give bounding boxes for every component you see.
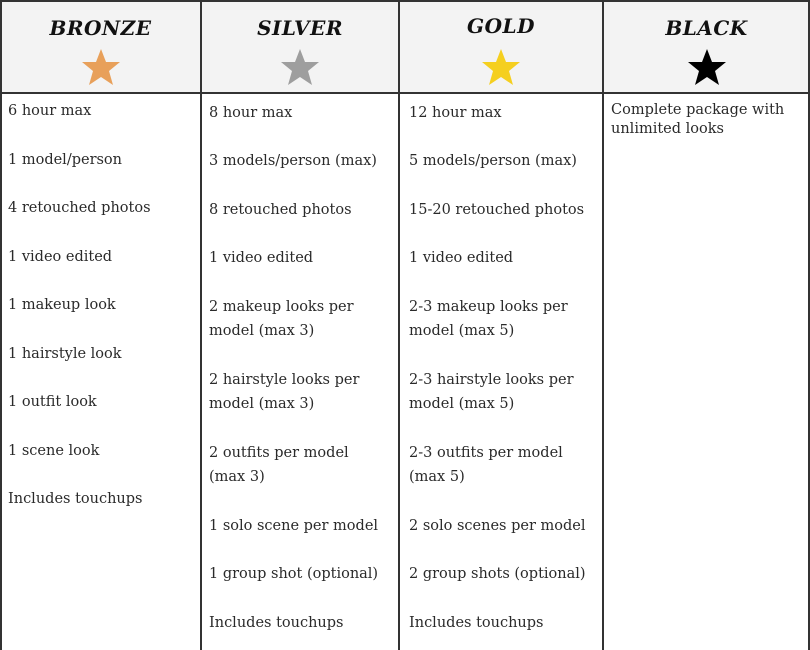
feature-item: 2 solo scenes per model [409, 518, 586, 534]
feature-item: 2 group shots (optional) [409, 566, 586, 582]
tier-header-black [603, 0, 810, 93]
star-icon [687, 48, 727, 86]
feature-item: 1 solo scene per model [209, 518, 379, 534]
feature-item: 8 retouched photos [209, 202, 352, 218]
feature-item: 2 outfits per model (max 3) [209, 445, 349, 485]
feature-item: 1 video edited [409, 250, 514, 266]
tier-header-bronze [0, 0, 201, 93]
feature-item: 8 hour max [209, 105, 293, 121]
feature-item: 4 retouched photos [8, 200, 151, 216]
feature-item: 1 group shot (optional) [209, 566, 379, 582]
feature-item: 6 hour max [8, 103, 92, 119]
column-divider [602, 0, 604, 650]
tier-features-gold [399, 93, 603, 650]
feature-item: 1 video edited [209, 250, 314, 266]
feature-item: 1 makeup look [8, 297, 116, 313]
tier-name-gold: GOLD [467, 14, 535, 38]
feature-item: 3 models/person (max) [209, 153, 377, 169]
feature-item: 2-3 outfits per model (max 5) [409, 445, 563, 485]
star-icon [481, 48, 521, 86]
column-divider [200, 0, 202, 650]
table-border-top [0, 0, 810, 2]
tier-name-bronze: BRONZE [49, 16, 152, 40]
tier-features-silver [201, 93, 399, 650]
tier-features-bronze [0, 93, 201, 650]
feature-item: Includes touchups [409, 615, 544, 631]
feature-item: 1 model/person [8, 152, 123, 168]
feature-item: 1 scene look [8, 443, 100, 459]
feature-item: 2-3 hairstyle looks per model (max 5) [409, 372, 574, 412]
feature-item: 2 hairstyle looks per model (max 3) [209, 372, 360, 412]
feature-item: 12 hour max [409, 105, 502, 121]
feature-item: 1 video edited [8, 249, 113, 265]
feature-item: Includes touchups [209, 615, 344, 631]
feature-item: 2 makeup looks per model (max 3) [209, 299, 354, 339]
feature-item: 1 hairstyle look [8, 346, 122, 362]
tier-header-gold [399, 0, 603, 93]
feature-item: Complete package with unlimited looks [611, 102, 785, 137]
feature-item: 5 models/person (max) [409, 153, 577, 169]
feature-item: Includes touchups [8, 491, 143, 507]
feature-item: 2-3 makeup looks per model (max 5) [409, 299, 568, 339]
tier-features-black [603, 93, 810, 650]
header-divider [0, 92, 810, 94]
column-divider [0, 0, 2, 650]
star-icon [81, 48, 121, 86]
tier-header-silver [201, 0, 399, 93]
column-divider [398, 0, 400, 650]
feature-item: 15-20 retouched photos [409, 202, 585, 218]
tier-name-silver: SILVER [257, 16, 343, 40]
feature-item: 1 outfit look [8, 394, 97, 410]
star-icon [280, 48, 320, 86]
tier-name-black: BLACK [665, 16, 748, 40]
